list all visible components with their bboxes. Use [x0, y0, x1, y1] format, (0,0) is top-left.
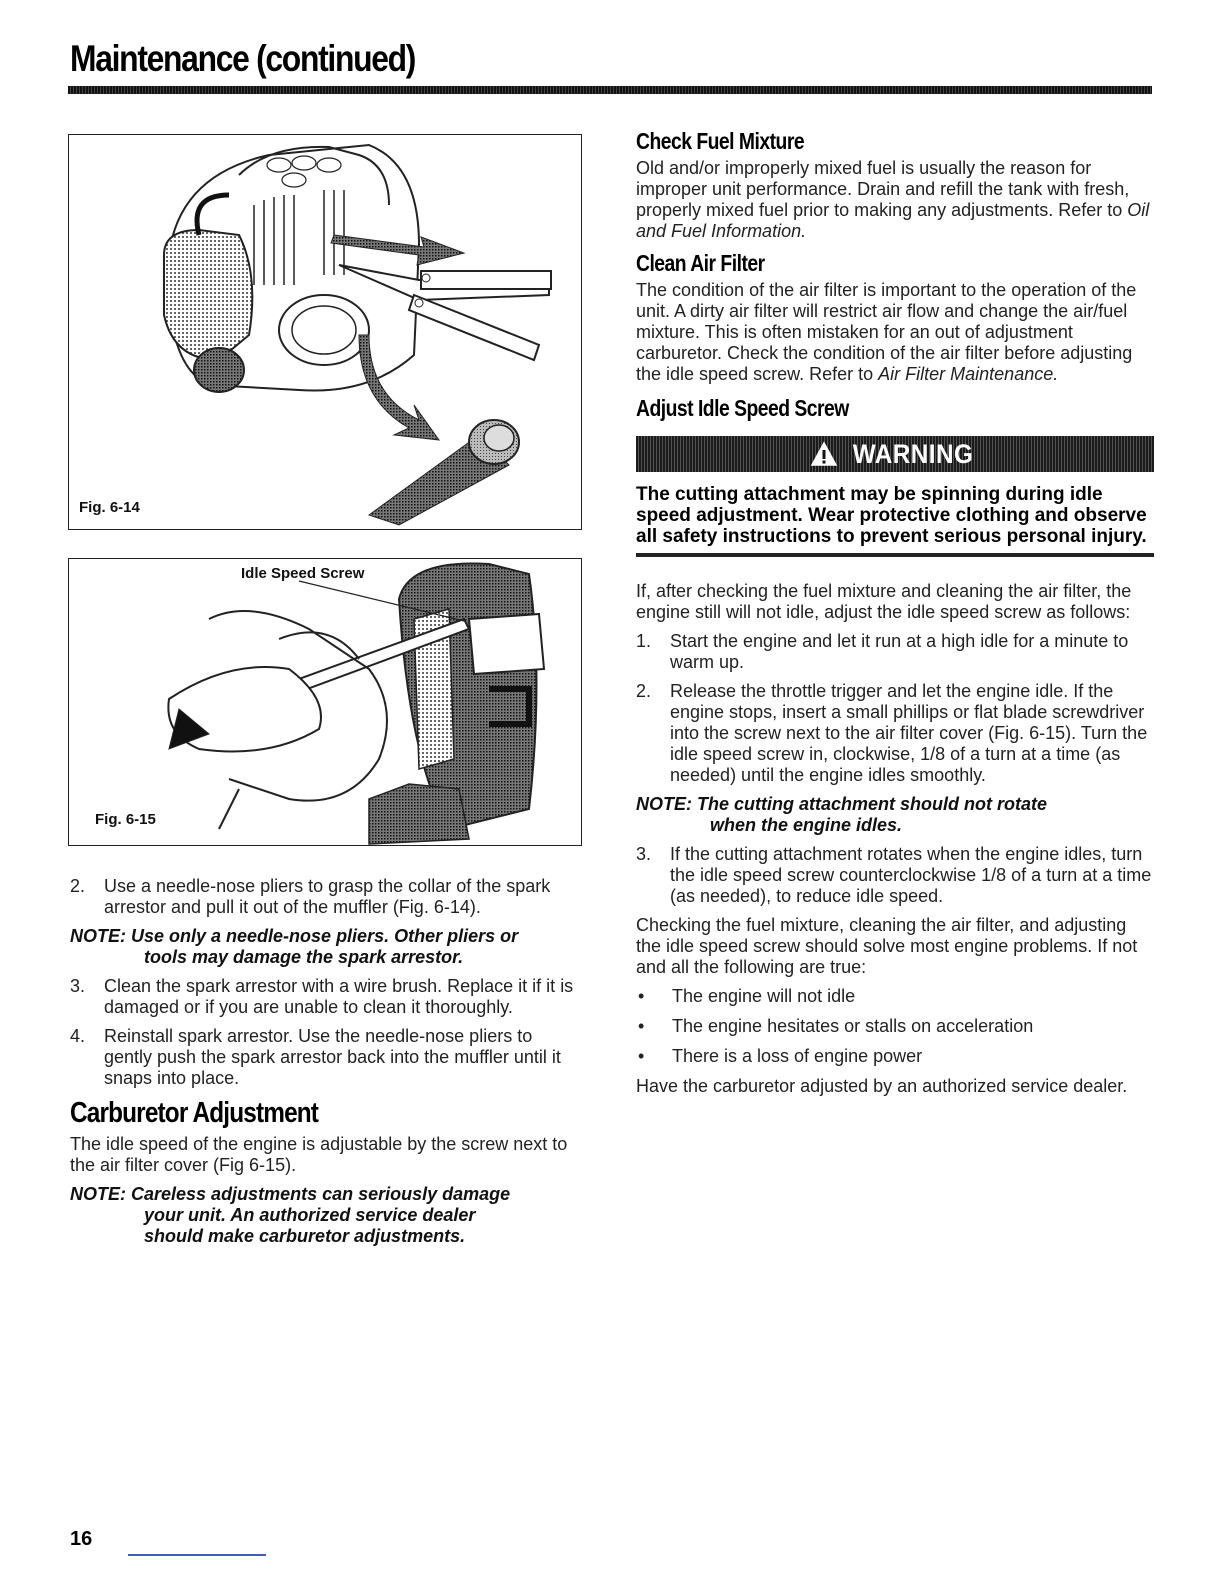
step-number: 1. — [636, 631, 652, 651]
list-item — [636, 681, 1154, 786]
intro-text: If, after checking the fuel mixture and cleaning the air filter, the engine still will not idle, adjust the idle speed screw as follows: — [636, 581, 1132, 622]
warning-message: The cutting attachment may be spinning during idle speed adjustment. Wear protective clothing and observe all safety instructions to prevent serious personal injury. — [636, 484, 1147, 547]
fuel-ref: Oil and Fuel Information. — [636, 200, 1150, 241]
clean-air-filter-heading: Clean Air Filter — [636, 250, 765, 276]
list-item — [636, 1046, 1154, 1067]
engine-illustration — [69, 135, 582, 530]
bullet-text: The engine will not idle — [672, 986, 856, 1006]
air-text: The condition of the air filter is important to the operation of the unit. A dirty air filter will restrict air flow and change the air/fuel mixture. This is often mistaken for an out of adjustment carburetor. Check the condition of the air filter before adjusting the idle speed screw. Refer to — [636, 280, 1137, 384]
air-paragraph — [636, 280, 1154, 385]
step-number: 2. — [70, 876, 86, 896]
left-column — [70, 876, 582, 1255]
summary-text: Checking the fuel mixture, cleaning the air filter, and adjusting the idle speed screw should solve most engine problems. If not and all the following are true: — [636, 915, 1138, 977]
figure-6-14 — [68, 134, 582, 530]
fuel-paragraph — [636, 158, 1154, 242]
bullet-text: The engine hesitates or stalls on acceleration — [672, 1016, 1034, 1036]
step-text: Use a needle-nose pliers to grasp the collar of the spark arrestor and pull it out of the muffler (Fig. 6-14). — [104, 876, 551, 917]
bullet-icon: • — [638, 986, 645, 1006]
air-ref: Air Filter Maintenance. — [878, 364, 1059, 384]
list-item — [70, 1026, 582, 1089]
step-number: 3. — [636, 844, 652, 864]
note-pliers — [70, 926, 582, 968]
step-text: If the cutting attachment rotates when the engine idles, turn the idle speed screw counterclockwise 1/8 of a turn at a time (as needed), to reduce idle speed. — [670, 844, 1152, 906]
fig-6-15-label: Fig. 6-15 — [95, 811, 156, 828]
screwdriver-illustration — [69, 559, 582, 846]
check-fuel-heading: Check Fuel Mixture — [636, 128, 805, 154]
warning-banner — [636, 436, 1154, 472]
list-item — [636, 1016, 1154, 1037]
note-rotate — [636, 794, 1154, 836]
list-item — [70, 876, 582, 918]
warning-rule — [636, 553, 1154, 557]
list-item — [636, 986, 1154, 1007]
step-number: 2. — [636, 681, 652, 701]
list-item — [70, 976, 582, 1018]
note-cont: should make carburetor adjustments. — [144, 1226, 466, 1246]
fig-6-14-label: Fig. 6-14 — [79, 499, 140, 516]
page-title: Maintenance (continued) — [70, 38, 416, 79]
adjust-idle-heading: Adjust Idle Speed Screw — [636, 395, 849, 421]
step-text: Release the throttle trigger and let the engine idle. If the engine stops, insert a small phillips or flat blade screwdriver into the screw next to the air filter cover (Fig. 6-15). Turn the idle speed screw in, clockwise, 1/8 of a turn at a time (as needed) until the engine idles smoothly. — [670, 681, 1148, 785]
note-cont: tools may damage the spark arrestor. — [144, 947, 464, 967]
figure-6-15 — [68, 558, 582, 846]
list-item — [636, 631, 1154, 673]
bullet-text: There is a loss of engine power — [672, 1046, 923, 1066]
carburetor-text: The idle speed of the engine is adjustable by the screw next to the air filter cover (Fig 6-15). — [70, 1134, 568, 1175]
warning-triangle-icon — [810, 441, 838, 467]
step-text: Clean the spark arrestor with a wire brush. Replace it if it is damaged or if you are unable to clean it thoroughly. — [104, 976, 574, 1017]
bullet-icon: • — [638, 1016, 645, 1036]
warning-label: WARNING — [852, 438, 974, 469]
note-lead: NOTE: Careless adjustments can seriously damage — [70, 1184, 511, 1204]
note-cont: your unit. An authorized service dealer — [144, 1205, 476, 1225]
step-number: 3. — [70, 976, 86, 996]
note-lead: NOTE: The cutting attachment should not rotate — [636, 794, 1047, 814]
page-number: 16 — [70, 1528, 93, 1550]
title-rule — [68, 86, 1152, 94]
step-text: Start the engine and let it run at a high idle for a minute to warm up. — [670, 631, 1129, 672]
step-text: Reinstall spark arrestor. Use the needle-nose pliers to gently push the spark arrestor back into the muffler until it snaps into place. — [104, 1026, 561, 1088]
step-number: 4. — [70, 1026, 86, 1046]
note-careless — [70, 1184, 582, 1247]
note-lead: NOTE: Use only a needle-nose pliers. Other pliers or — [70, 926, 519, 946]
footer-line — [128, 1554, 266, 1556]
idle-speed-screw-callout: Idle Speed Screw — [241, 565, 365, 582]
list-item — [636, 844, 1154, 907]
note-cont: when the engine idles. — [710, 815, 903, 835]
bullet-icon: • — [638, 1046, 645, 1066]
right-column — [636, 128, 1154, 1097]
fuel-text: Old and/or improperly mixed fuel is usually the reason for improper unit performance. Drain and refill the tank with fresh, properly mixed fuel prior to making any adjustments. Refer to — [636, 158, 1130, 220]
carburetor-adjustment-heading: Carburetor Adjustment — [70, 1097, 319, 1129]
closing-text: Have the carburetor adjusted by an authorized service dealer. — [636, 1076, 1128, 1096]
